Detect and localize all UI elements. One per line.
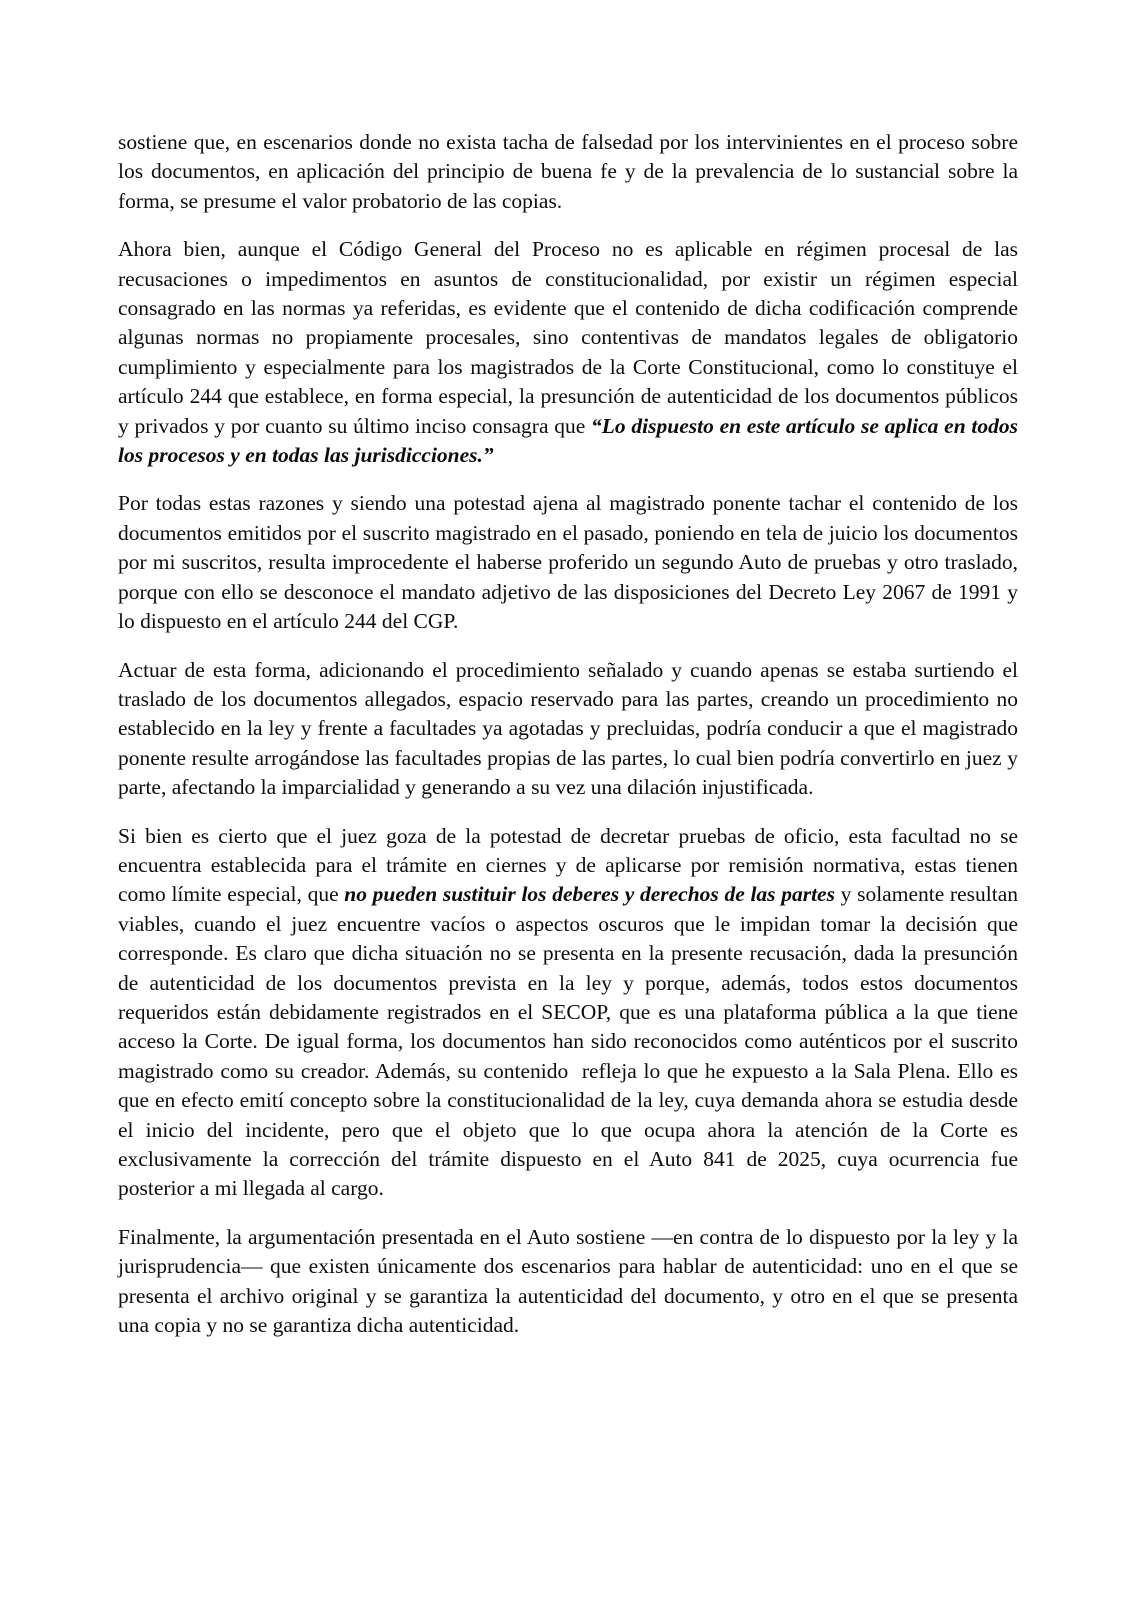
paragraph-p5 bbox=[118, 822, 1024, 1204]
text-run: Actuar de esta forma, adicionando el procedimiento señalado y cuando apenas se estaba surtiendo el traslado de los documentos allegados, espacio reservado para las partes, creando un procedimiento no establecido en la ley y frente a facultades ya agotadas y precluidas, podría conducir a que el magistrado ponente resulte arrogándose las facultades propias de las partes, lo cual bien podría convertirlo en juez y parte, afectando la imparcialidad y generando a su vez una dilación injustificada. bbox=[118, 657, 1024, 800]
text-run: Ahora bien, aunque el Código General del Proceso no es aplicable en régimen procesal de las recusaciones o impedimentos en asuntos de constitucionalidad, por existir un régimen especial consagrado en las normas ya referidas, es evidente que el contenido de dicha codificación comprende algunas normas no propiamente procesales, sino contentivas de mandatos legales de obligatorio cumplimiento y especialmente para los magistrados de la Corte Constitucional, como lo constituye el artículo 244 que establece, en forma especial, la presunción de autenticidad de los documentos públicos y privados y por cuanto su último inciso consagra que bbox=[118, 237, 1024, 438]
document-text-column bbox=[118, 128, 1024, 1340]
paragraph-p6 bbox=[118, 1223, 1024, 1341]
text-run: y solamente resultan viables, cuando el juez encuentre vacíos o aspectos oscuros que le impidan tomar la decisión que corresponde. Es claro que dicha situación no se presenta en la presente recusación, dada la presunción de autenticidad de los documentos prevista en la ley y porque, además, todos estos documentos requeridos están debidamente registrados en el SECOP, que es una plataforma pública a la que tiene acceso la Corte. De igual forma, los documentos han sido reconocidos como auténticos por el suscrito magistrado como su creador. Además, su contenido refleja lo que he expuesto a la Sala Plena. Ello es que en efecto emití concepto sobre la constitucionalidad de la ley, cuya demanda ahora se estudia desde el inicio del incidente, pero que el objeto que lo que ocupa ahora la atención de la Corte es exclusivamente la corrección del trámite dispuesto en el Auto 841 de 2025, cuya ocurrencia fue posterior a mi llegada al cargo. bbox=[118, 882, 1024, 1201]
text-run: Finalmente, la argumentación presentada en el Auto sostiene —en contra de lo dispuesto por la ley y la jurisprudencia— que existen únicamente dos escenarios para hablar de autenticidad: uno en el que se presenta el archivo original y se garantiza la autenticidad del documento, y otro en el que se presenta una copia y no se garantiza dicha autenticidad. bbox=[118, 1224, 1024, 1338]
text-run: sostiene que, en escenarios donde no exista tacha de falsedad por los intervinientes en el proceso sobre los documentos, en aplicación del principio de buena fe y de la prevalencia de lo sustancial sobre la forma, se presume el valor probatorio de las copias. bbox=[118, 130, 1024, 213]
text-run: Si bien es cierto que el juez goza de la potestad de decretar pruebas de oficio, esta facultad no se encuentra establecida para el trámite en ciernes y de aplicarse por remisión normativa, estas tienen como límite especial, que bbox=[118, 823, 1024, 907]
paragraph-p3 bbox=[118, 489, 1024, 636]
text-run: Por todas estas razones y siendo una potestad ajena al magistrado ponente tachar el contenido de los documentos emitidos por el suscrito magistrado en el pasado, poniendo en tela de juicio los documentos por mi suscritos, resulta improcedente el haberse proferido un segundo Auto de pruebas y otro traslado, porque con ello se desconoce el mandato adjetivo de las disposiciones del Decreto Ley 2067 de 1991 y lo dispuesto en el artículo 244 del CGP. bbox=[118, 491, 1024, 634]
paragraph-p1 bbox=[118, 128, 1024, 216]
emphasis-run: no pueden sustituir los deberes y derechos de las partes bbox=[344, 882, 835, 907]
paragraph-p4 bbox=[118, 656, 1024, 803]
paragraph-p2 bbox=[118, 235, 1024, 470]
emphasis-run: “Lo dispuesto en este artículo se aplica en todos los procesos y en todas las jurisdicciones.” bbox=[118, 413, 1024, 468]
